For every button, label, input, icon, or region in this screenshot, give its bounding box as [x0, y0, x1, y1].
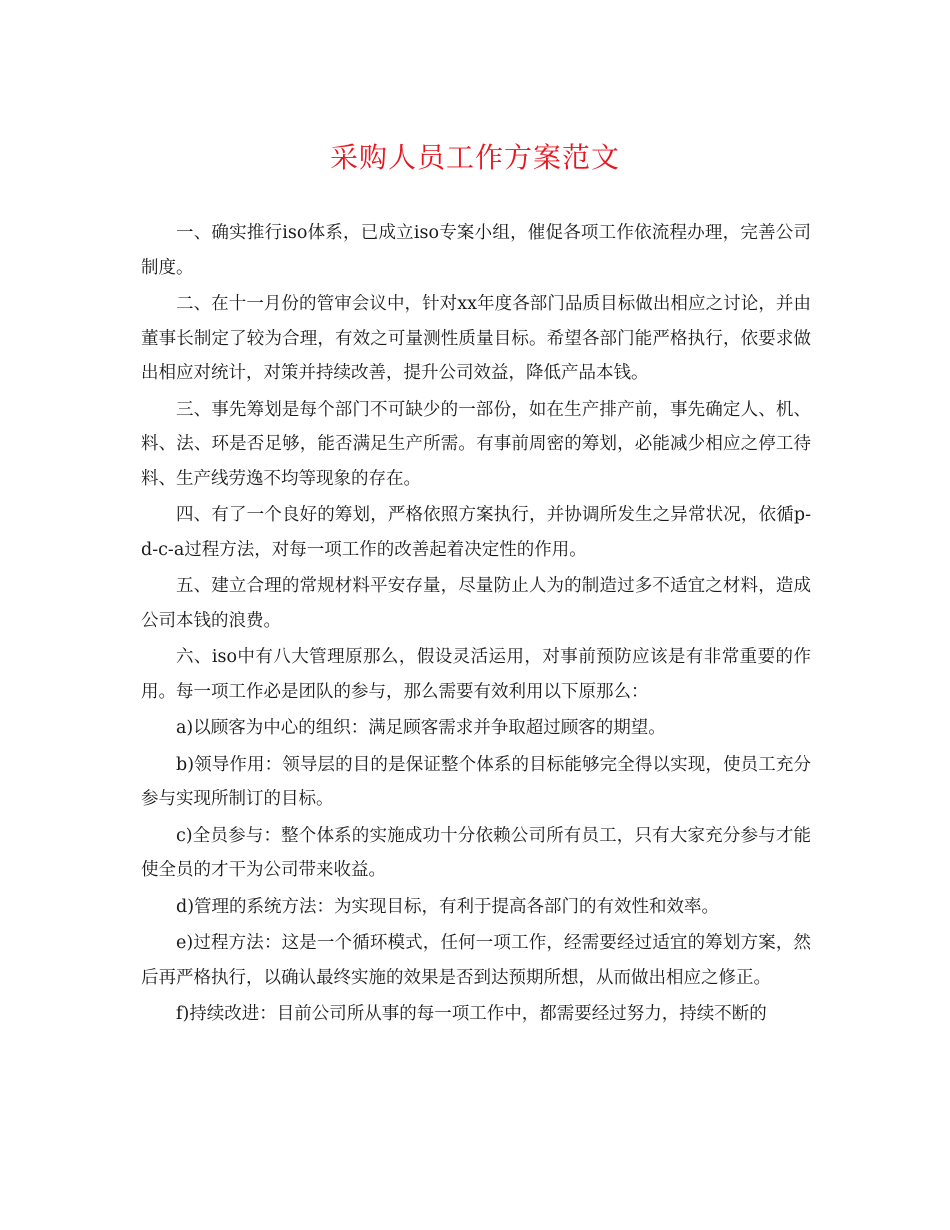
paragraph-5: 五、建立合理的常规材料平安存量，尽量防止人为的制造过多不适宜之材料，造成公司本钱的浪费。 — [141, 576, 811, 631]
paragraph-3: 三、事先筹划是每个部门不可缺少的一部份，如在生产排产前，事先确定人、机、料、法、环是否足够，能否满足生产所需。有事前周密的筹划，必能减少相应之停工待料、生产线劳逸不均等现象的存在。 — [141, 399, 811, 489]
list-item-f: f)持续改进：目前公司所从事的每一项工作中，都需要经过努力，持续不断的 — [176, 1004, 767, 1024]
paragraph-1: 一、确实推行iso体系，已成立iso专案小组，催促各项工作依流程办理，完善公司制度。 — [141, 223, 811, 278]
list-item-b: b)领导作用：领导层的目的是保证整个体系的目标能够完全得以实现，使员工充分参与实现所制订的目标。 — [141, 754, 811, 809]
paragraph-2: 二、在十一月份的管审会议中，针对xx年度各部门品质目标做出相应之讨论，并由董事长制定了较为合理，有效之可量测性质量目标。希望各部门能严格执行，依要求做出相应对统计，对策并持续改善，提升公司效益，降低产品本钱。 — [141, 294, 811, 383]
paragraph-4: 四、有了一个良好的筹划，严格依照方案执行，并协调所发生之异常状况，依循p-d-c-a过程方法，对每一项工作的改善起着决定性的作用。 — [141, 505, 811, 560]
document-body — [141, 216, 811, 1034]
document-title: 采购人员工作方案范文 — [329, 141, 620, 174]
list-item-d: d)管理的系统方法：为实现目标，有利于提高各部门的有效性和效率。 — [176, 896, 720, 917]
paragraph-6: 六、iso中有八大管理原那么，假设灵活运用，对事前预防应该是有非常重要的作用。每一项工作必是团队的参与，那么需要有效利用以下原那么： — [141, 647, 811, 702]
list-item-a: a)以顾客为中心的组织：满足顾客需求并争取超过顾客的期望。 — [176, 718, 666, 738]
list-item-e: e)过程方法：这是一个循环模式，任何一项工作，经需要经过适宜的筹划方案，然后再严格执行，以确认最终实施的效果是否到达预期所想，从而做出相应之修正。 — [141, 933, 811, 988]
list-item-c: c)全员参与：整个体系的实施成功十分依赖公司所有员工，只有大家充分参与才能使全员的才干为公司带来收益。 — [141, 825, 811, 880]
